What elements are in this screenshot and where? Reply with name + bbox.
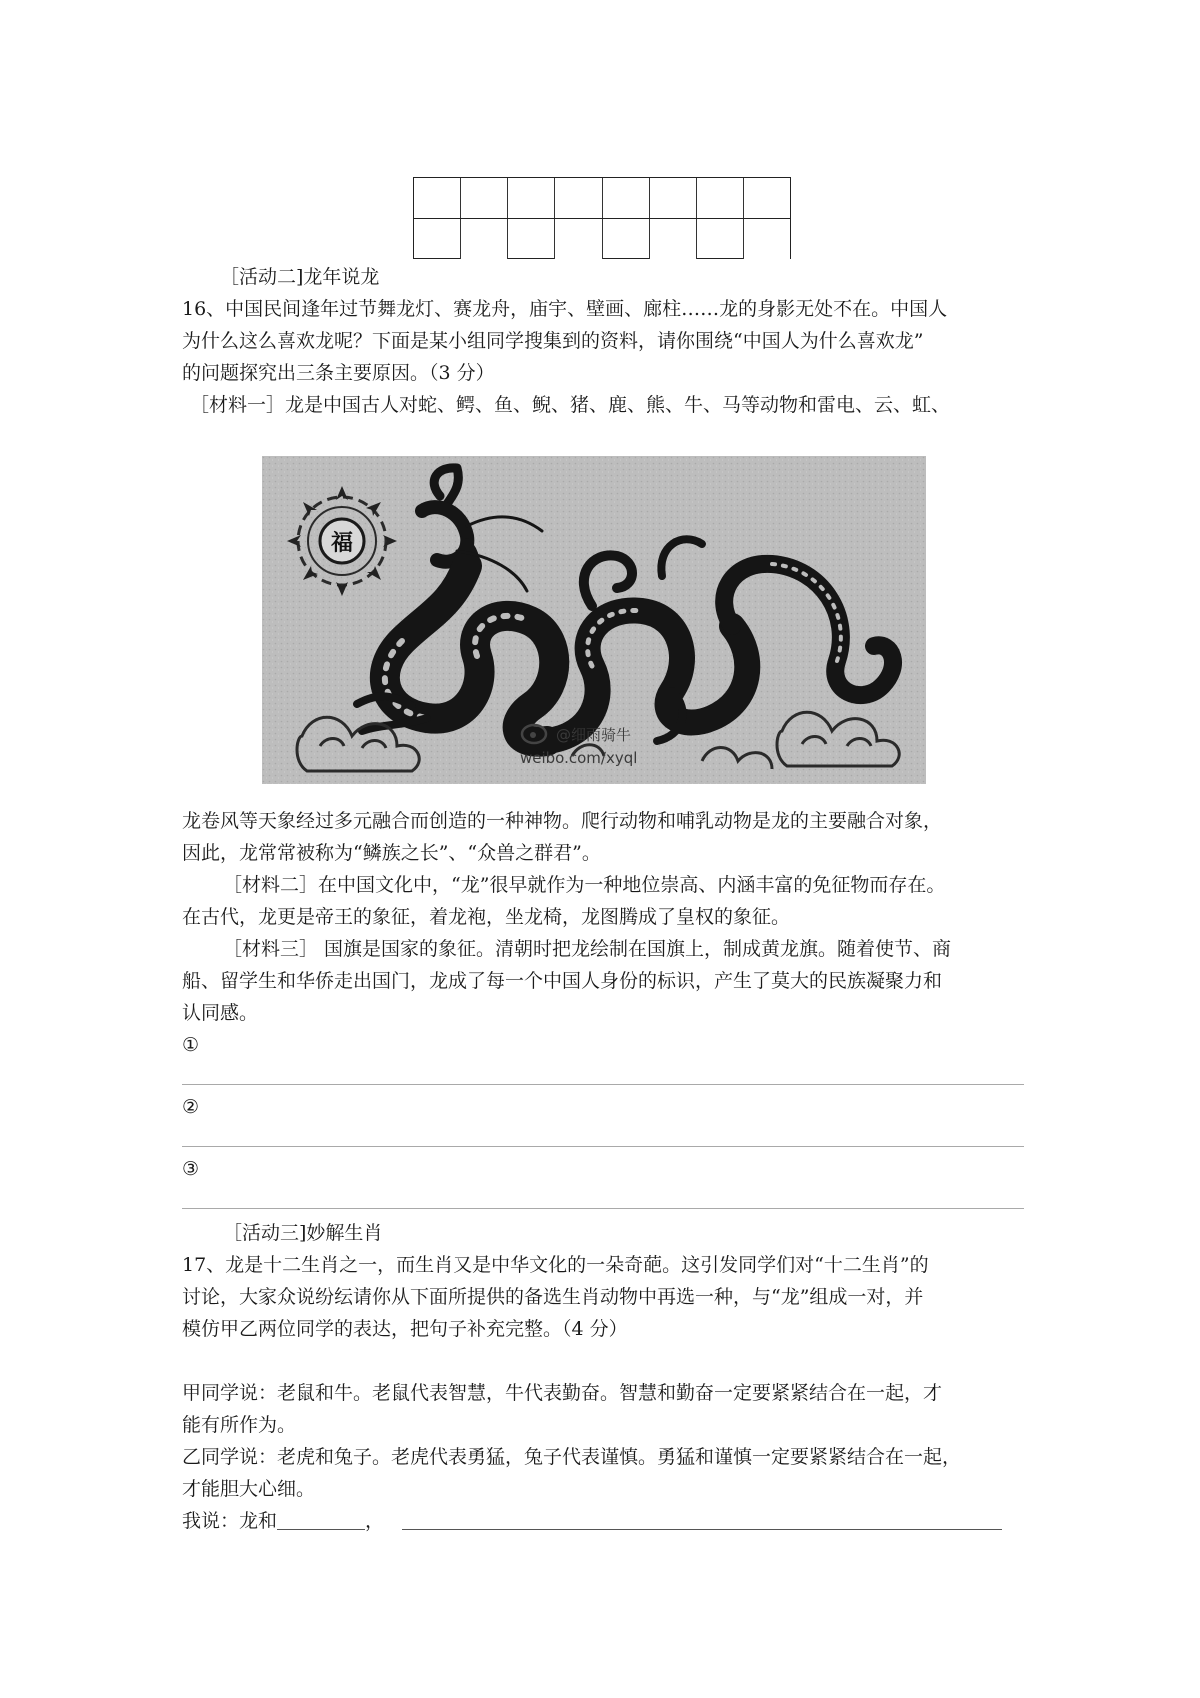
grid-cell[interactable]: [743, 178, 790, 218]
activity3-heading: ［活动三]妙解生肖: [223, 1222, 383, 1244]
grid-cell[interactable]: [602, 219, 649, 259]
grid-row: [414, 178, 790, 218]
answer-marker-3: ③: [182, 1158, 200, 1180]
answer-marker-1: ①: [182, 1034, 200, 1056]
grid-row: [414, 218, 790, 259]
comma: ，: [365, 1510, 385, 1532]
student-b-line: 才能胆大心细。: [182, 1478, 316, 1500]
material2-line: ［材料二］在中国文化中，“龙”很早就作为一种地位崇高、内涵丰富的免征物而存在。: [223, 874, 946, 896]
answer-line-2[interactable]: [182, 1146, 1024, 1147]
q17-line: 模仿甲乙两位同学的表达，把句子补充完整。（4 分）: [182, 1318, 628, 1340]
material1-start: ［材料一］龙是中国古人对蛇、鳄、鱼、鲵、猪、鹿、熊、牛、马等动物和雷电、云、虹、: [190, 394, 951, 416]
grid-cell[interactable]: [649, 219, 696, 259]
student-a-line: 甲同学说：老鼠和牛。老鼠代表智慧，牛代表勤奋。智慧和勤奋一定要紧紧结合在一起，才: [182, 1382, 943, 1404]
animal-blank[interactable]: [277, 1511, 365, 1530]
dragon-illustration: [262, 456, 926, 784]
grid-cell[interactable]: [554, 219, 601, 259]
q16-line: 为什么这么喜欢龙呢？下面是某小组同学搜集到的资料，请你围绕“中国人为什么喜欢龙”: [182, 330, 924, 352]
material3-line: 认同感。: [182, 1002, 259, 1024]
material2-line: 在古代，龙更是帝王的象征，着龙袍，坐龙椅，龙图腾成了皇权的象征。: [182, 906, 791, 928]
q17-line: 讨论，大家众说纷纭请你从下面所提供的备选生肖动物中再选一种，与“龙”组成一对，并: [182, 1286, 924, 1308]
student-a-line: 能有所作为。: [182, 1414, 297, 1436]
writing-grid[interactable]: [413, 177, 791, 259]
answer-marker-2: ②: [182, 1096, 200, 1118]
q16-line: 16、中国民间逢年过节舞龙灯、赛龙舟，庙宇、壁画、廊柱……龙的身影无处不在。中国人: [182, 298, 948, 320]
grid-cell[interactable]: [507, 219, 554, 259]
sentence-blank[interactable]: [402, 1511, 1002, 1530]
watermark-handle: @细雨骑牛: [556, 726, 632, 744]
grid-cell[interactable]: [743, 219, 790, 259]
my-answer-row: [182, 1508, 1024, 1534]
material1-cont: 因此，龙常常被称为“鳞族之长”、“众兽之群君”。: [182, 842, 601, 864]
q17-line: 17、龙是十二生肖之一，而生肖又是中华文化的一朵奇葩。这引发同学们对“十二生肖”的: [182, 1254, 929, 1276]
grid-cell[interactable]: [460, 178, 507, 218]
q16-line: 的问题探究出三条主要原因。（3 分）: [182, 362, 495, 384]
material1-cont: 龙卷风等天象经过多元融合而创造的一种神物。爬行动物和哺乳动物是龙的主要融合对象，: [182, 810, 943, 832]
grid-cell[interactable]: [460, 219, 507, 259]
student-b-line: 乙同学说：老虎和兔子。老虎代表勇猛，兔子代表谨慎。勇猛和谨慎一定要紧紧结合在一起，: [182, 1446, 962, 1468]
answer-line-3[interactable]: [182, 1208, 1024, 1209]
material3-line: 船、留学生和华侨走出国门，龙成了每一个中国人身份的标识，产生了莫大的民族凝聚力和: [182, 970, 943, 992]
my-answer-prefix: 我说：龙和: [182, 1510, 278, 1532]
grid-cell[interactable]: [414, 219, 460, 259]
answer-line-1[interactable]: [182, 1084, 1024, 1085]
material3-line: ［材料三］ 国旗是国家的象征。清朝时把龙绘制在国旗上，制成黄龙旗。随着使节、商: [223, 938, 952, 960]
dragon-picture: [262, 456, 926, 784]
grid-cell[interactable]: [696, 178, 743, 218]
watermark-url: weibo.com/xyql: [520, 749, 638, 767]
grid-cell[interactable]: [554, 178, 601, 218]
grid-cell[interactable]: [696, 219, 743, 259]
grid-cell[interactable]: [507, 178, 554, 218]
activity2-heading: ［活动二]龙年说龙: [220, 266, 380, 288]
grid-cell[interactable]: [649, 178, 696, 218]
grid-cell[interactable]: [602, 178, 649, 218]
grid-cell[interactable]: [414, 178, 460, 218]
fu-character: 福: [330, 530, 354, 556]
